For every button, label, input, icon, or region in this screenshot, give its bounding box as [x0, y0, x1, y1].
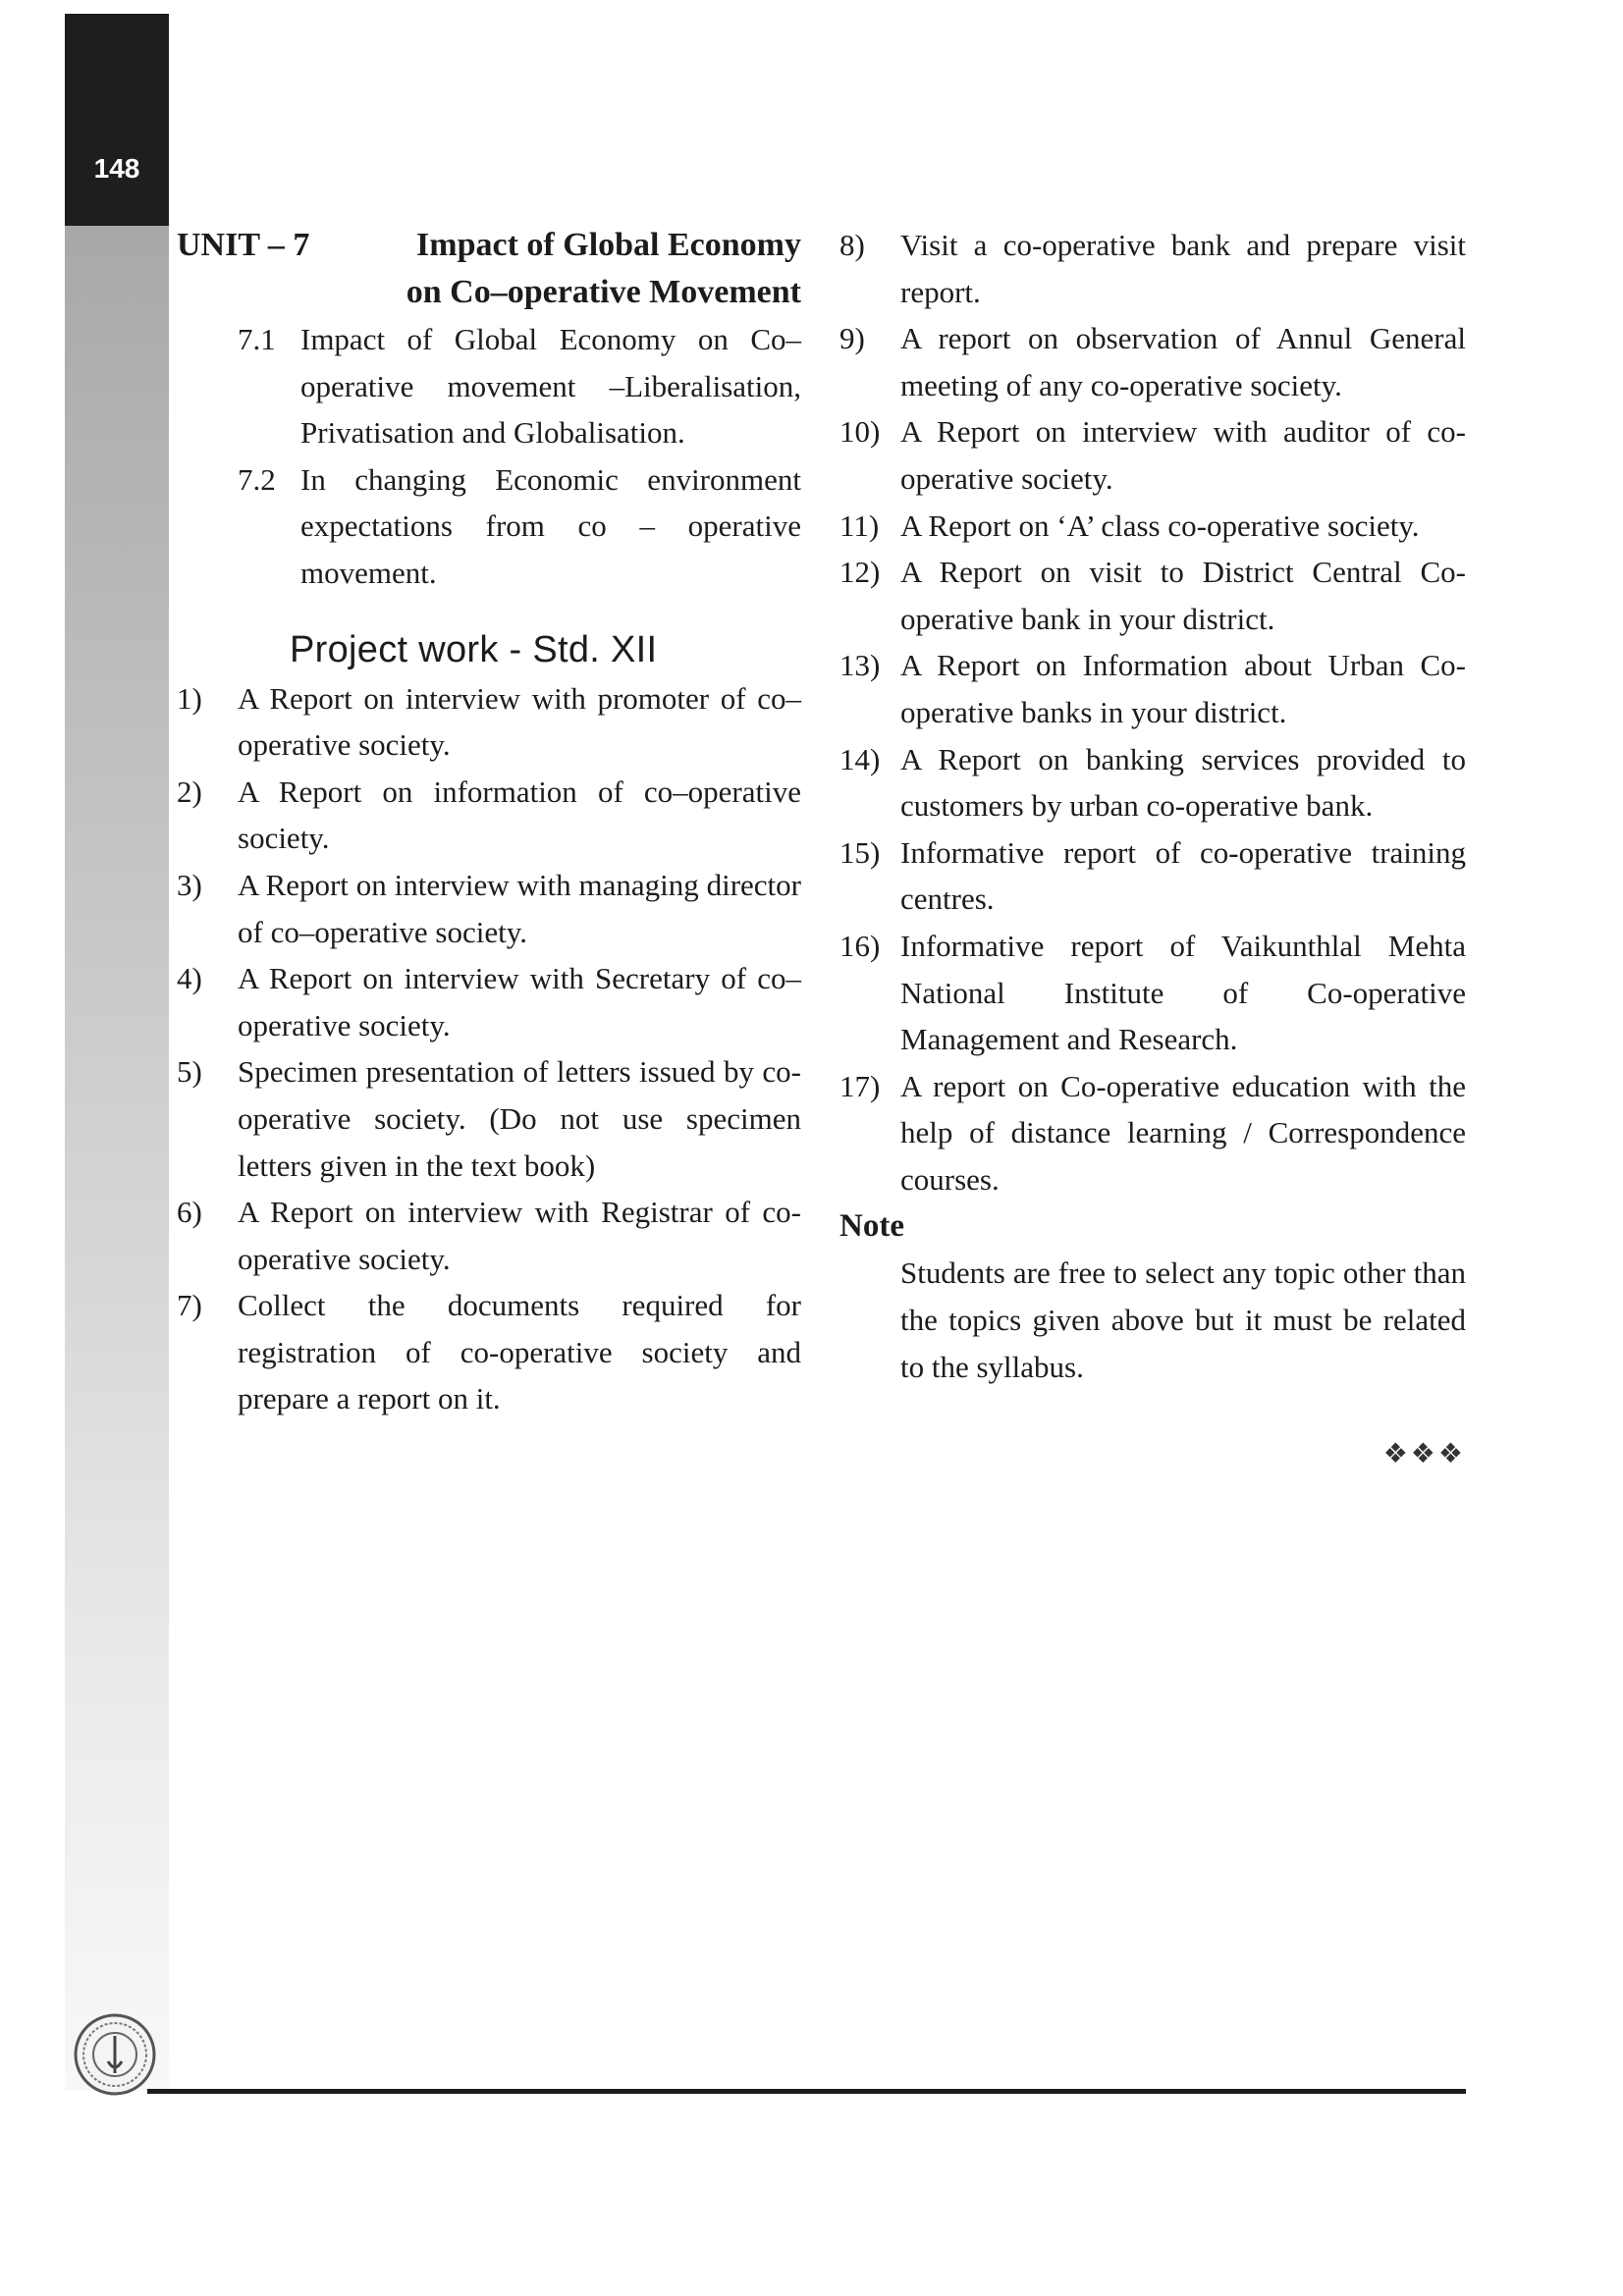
- item-number: 2): [177, 774, 202, 809]
- item-text: A Report on visit to District Central Co-operative bank in your district.: [900, 555, 1466, 636]
- project-item: [839, 829, 1466, 923]
- bottom-rule: [147, 2089, 1466, 2094]
- unit-label: UNIT – 7: [177, 227, 310, 263]
- right-column: [839, 222, 1466, 1478]
- item-text: A Report on banking services provided to customers by urban co-operative bank.: [900, 741, 1466, 824]
- item-number: 14): [839, 741, 881, 776]
- item-text: A Report on ‘A’ class co-operative society.: [900, 507, 1420, 543]
- note-text: Students are free to select any topic other than the topics given above but it must be related to the syllabus.: [900, 1255, 1466, 1384]
- subsection-item: [238, 316, 801, 456]
- project-item: [177, 769, 801, 862]
- item-text: A report on observation of Annul General meeting of any co-operative society.: [900, 321, 1466, 402]
- item-number: 7): [177, 1288, 202, 1323]
- item-number: 10): [839, 414, 881, 450]
- item-text: A Report on interview with Secretary of co–operative society.: [238, 961, 801, 1042]
- project-item: [839, 736, 1466, 829]
- subsection-item: [238, 456, 801, 597]
- project-item: [177, 675, 801, 769]
- subsection-number: 7.2: [238, 461, 276, 497]
- item-number: 3): [177, 867, 202, 902]
- project-item: [839, 503, 1466, 550]
- item-text: A Report on information of co–operative society.: [238, 774, 801, 856]
- item-text: A Report on interview with promoter of co–operative society.: [238, 680, 801, 763]
- emblem-icon: [73, 2012, 157, 2097]
- item-number: 1): [177, 680, 202, 716]
- unit-subsections: [238, 316, 801, 597]
- item-number: 11): [839, 507, 880, 543]
- project-item: [177, 1282, 801, 1422]
- left-column: [177, 222, 801, 1422]
- project-item: [177, 955, 801, 1048]
- side-gradient-strip: [65, 226, 169, 2091]
- item-number: 12): [839, 555, 881, 590]
- project-item: [839, 642, 1466, 735]
- project-item: [177, 862, 801, 955]
- project-item: [839, 1063, 1466, 1203]
- item-text: Visit a co-operative bank and prepare visit report.: [900, 228, 1466, 309]
- item-text: A Report on interview with auditor of co-operative society.: [900, 414, 1466, 496]
- project-item: [839, 222, 1466, 315]
- project-item: [839, 549, 1466, 642]
- end-ornament: ❖❖❖: [1382, 1439, 1466, 1470]
- item-text: A Report on interview with managing director of co–operative society.: [238, 867, 801, 949]
- project-item: [839, 408, 1466, 502]
- project-work-title: Project work - Std. XII: [290, 628, 658, 670]
- item-number: 16): [839, 928, 881, 963]
- project-item: [839, 315, 1466, 408]
- page-number: 148: [93, 153, 140, 184]
- item-number: 17): [839, 1068, 881, 1103]
- project-item: [839, 923, 1466, 1063]
- item-number: 9): [839, 321, 865, 356]
- subsection-number: 7.1: [238, 322, 276, 356]
- unit-heading: [177, 222, 801, 316]
- subsection-text: In changing Economic environment expectations from co – operative movement.: [300, 461, 801, 590]
- item-number: 13): [839, 648, 881, 683]
- note-heading: Note: [839, 1208, 904, 1245]
- item-text: A Report on Information about Urban Co-operative banks in your district.: [900, 648, 1466, 729]
- item-text: A report on Co-operative education with the help of distance learning / Correspondence courses.: [900, 1068, 1466, 1197]
- subsection-text: Impact of Global Economy on Co–operative movement –Liberalisation, Privatisation and Globalisation.: [300, 322, 801, 451]
- project-item: [177, 1189, 801, 1282]
- item-number: 4): [177, 961, 202, 996]
- item-text: Informative report of Vaikunthlal Mehta National Institute of Co-operative Management and Research.: [900, 928, 1466, 1057]
- item-number: 8): [839, 228, 865, 262]
- item-text: A Report on interview with Registrar of co-operative society.: [238, 1195, 801, 1276]
- item-number: 5): [177, 1054, 202, 1090]
- item-number: 6): [177, 1195, 202, 1230]
- item-text: Specimen presentation of letters issued by co-operative society. (Do not use specimen letters given in the text book): [238, 1054, 801, 1183]
- item-text: Collect the documents required for registration of co-operative society and prepare a report on it.: [238, 1288, 801, 1416]
- item-number: 15): [839, 834, 881, 870]
- unit-title: Impact of Global Economy on Co–operative Movement: [406, 227, 801, 310]
- item-text: Informative report of co-operative training centres.: [900, 834, 1466, 917]
- page-number-tab: [65, 14, 169, 226]
- project-item: [177, 1048, 801, 1189]
